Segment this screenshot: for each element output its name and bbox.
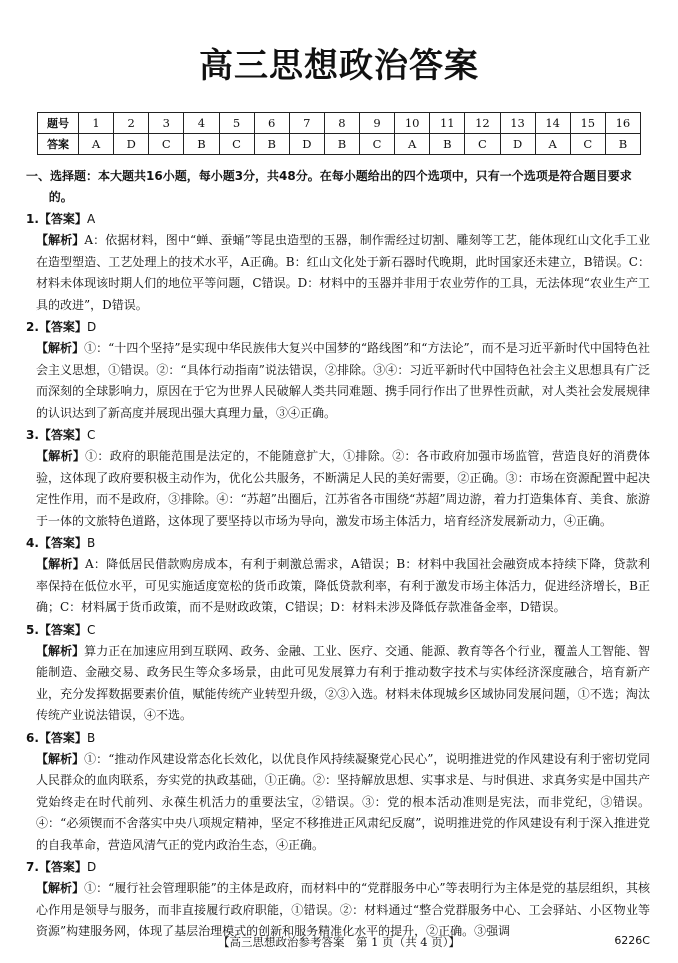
explanation-tag: 【解析】 <box>36 643 85 658</box>
question-number-cell: 7 <box>289 113 324 134</box>
question-number: 1. <box>26 212 39 226</box>
answer-cell: B <box>430 134 465 155</box>
question-number-cell: 16 <box>605 113 640 134</box>
question-item <box>26 209 650 316</box>
explanation-text: ①：政府的职能范围是法定的，不能随意扩大，①排除。②：各市政府加强市场监管，营造良好的消费体验，这体现了政府要积极主动作为，优化公共服务，不断满足人民的美好需要，②正确。③：市场在资源配置中起决定性作用，而不是政府，③排除。④：“苏超”出圈后，江苏省各市围绕“苏超”周边游，着力打造集体育、美食、旅游于一体的文旅特色道路，这体现了要坚持以市场为导向，激发市场主体活力，培育经济发展新动力，④正确。 <box>36 449 650 528</box>
answer-line <box>26 317 650 338</box>
explanation <box>26 749 650 857</box>
question-item <box>26 533 650 619</box>
explanation <box>26 554 650 619</box>
question-item <box>26 317 650 424</box>
answer-table <box>37 112 641 155</box>
answer-cell: C <box>360 134 395 155</box>
answer-tag: 【答案】 <box>38 320 87 334</box>
question-number-cell: 9 <box>360 113 395 134</box>
answer-cell: B <box>324 134 359 155</box>
answer-cell: B <box>184 134 219 155</box>
answer-cell: D <box>289 134 324 155</box>
explanation-tag: 【解析】 <box>36 557 85 571</box>
question-item <box>26 728 650 857</box>
answer-value: C <box>86 428 96 442</box>
answer-cell: C <box>219 134 254 155</box>
answer-tag: 【答案】 <box>38 622 87 637</box>
answer-line <box>26 425 650 446</box>
question-item <box>26 857 650 943</box>
answer-line <box>26 728 650 749</box>
explanation-text: ①：“推动作风建设常态化长效化，以优良作风持续凝聚党心民心”，说明推进党的作风建设有利于密切党同人民群众的血肉联系，夯实党的执政基础，①正确。②：坚持解放思想、实事求是、与时俱进、求真务实是中国共产党始终走在时代前列、永葆生机活力的重要法宝，②错误。③：党的根本活动准则是宪法，而非党纪，③错误。④：“必须锲而不舍落实中央八项规定精神，坚定不移推进正风肃纪反腐”，说明推进党的作风建设有利于深入推进党的自我革命，营造风清气正的党内政治生态，④正确。 <box>36 751 650 852</box>
explanation-text: A：降低居民借款购房成本，有利于刺激总需求，A错误；B：材料中我国社会融资成本持续下降，贷款利率保持在低位水平，可见实施适度宽松的货币政策，降低贷款利率，有利于激发市场主体活力，促进经济增长，B正确；C：材料属于货币政策，而不是财政政策，C错误；D：材料未涉及降低存款准备金率，D错误。 <box>36 557 650 614</box>
explanation-tag: 【解析】 <box>36 233 85 247</box>
question-number: 5. <box>26 622 39 637</box>
answer-value: A <box>86 212 96 226</box>
question-number-cell: 2 <box>114 113 149 134</box>
question-number-cell: 8 <box>324 113 359 134</box>
answer-table-number-row <box>38 113 641 134</box>
question-number: 4. <box>26 536 39 550</box>
question-number-cell: 14 <box>535 113 570 134</box>
answer-explanations <box>26 166 650 944</box>
footer-page-label: 【高三思想政治参考答案 第 1 页（共 4 页）】 <box>217 935 460 949</box>
answer-tag: 【答案】 <box>38 730 87 745</box>
answer-cell: D <box>500 134 535 155</box>
explanation-tag: 【解析】 <box>36 341 85 355</box>
section-heading: 一、选择题：本大题共16小题，每小题3分，共48分。在每小题给出的四个选项中，只有一个选项是符合题目要求的。 <box>26 169 632 204</box>
question-number-cell: 5 <box>219 113 254 134</box>
question-number-cell: 3 <box>149 113 184 134</box>
explanation <box>26 446 650 532</box>
explanation-text: ①：“履行社会管理职能”的主体是政府，而材料中的“党群服务中心”等表明行为主体是党的基层组织，其核心作用是领导与服务，而非直接履行政府职能，①错误。②：材料通过“整合党群服务中心、工会驿站、小区物业等资源”构建服务网，体现了基层治理模式的创新和服务精准化水平的提升，②正确。③强调 <box>36 881 650 938</box>
answer-tag: 【答案】 <box>38 536 87 550</box>
question-number-cell: 10 <box>395 113 430 134</box>
question-list <box>26 209 650 943</box>
page-footer <box>0 934 678 954</box>
explanation <box>26 641 650 727</box>
question-number-cell: 15 <box>570 113 605 134</box>
answer-value: D <box>86 320 97 334</box>
question-item <box>26 620 650 727</box>
answer-tag: 【答案】 <box>38 212 87 226</box>
explanation <box>26 338 650 424</box>
answer-tag: 【答案】 <box>38 428 87 442</box>
explanation-text: ①：“十四个坚持”是实现中华民族伟大复兴中国梦的“路线图”和“方法论”，而不是习近平新时代中国特色社会主义思想，①错误。②：“具体行动指南”说法错误，②排除。③④：习近平新时代中国特色社会主义思想具有广泛而深刻的全球影响力，原因在于它为世界人民破解人类共同难题、携手同行作出了世界性贡献，对人类社会发展规律的认识达到了新高度并展现出强大真理力量，③④正确。 <box>36 341 650 420</box>
question-number: 7. <box>26 860 39 874</box>
answer-line <box>26 857 650 878</box>
row-label-answer: 答案 <box>38 134 79 155</box>
answer-value: C <box>86 622 96 637</box>
answer-cell: C <box>570 134 605 155</box>
answer-table-answer-row <box>38 134 641 155</box>
answer-cell: C <box>465 134 500 155</box>
row-label-number: 题号 <box>38 113 79 134</box>
explanation-text: A：依据材料，图中“蝉、蚕蛹”等昆虫造型的玉器，制作需经过切割、雕刻等工艺，能体现红山文化手工业在造型塑造、工艺处理上的技术水平，A正确。B：红山文化处于新石器时代晚期，此时国家还未建立，B错误。C：材料未体现该时期人们的地位平等问题，C错误。D：材料中的玉器并非用于农业劳作的工具，无法体现“农业生产工具的改进”，D错误。 <box>36 233 650 312</box>
answer-value: B <box>86 730 96 745</box>
explanation <box>26 878 650 943</box>
answer-cell: C <box>149 134 184 155</box>
explanation-tag: 【解析】 <box>36 449 86 463</box>
page-title: 高三思想政治答案 <box>199 46 479 86</box>
footer-code: 6226C <box>614 934 650 947</box>
question-number-cell: 12 <box>465 113 500 134</box>
answer-value: B <box>86 536 96 550</box>
answer-line <box>26 620 650 641</box>
answer-cell: A <box>535 134 570 155</box>
explanation-tag: 【解析】 <box>36 881 85 895</box>
answer-cell: B <box>254 134 289 155</box>
answer-line <box>26 533 650 554</box>
question-number-cell: 6 <box>254 113 289 134</box>
question-number-cell: 4 <box>184 113 219 134</box>
explanation-tag: 【解析】 <box>36 751 85 766</box>
explanation <box>26 230 650 316</box>
question-number-cell: 13 <box>500 113 535 134</box>
answer-cell: A <box>395 134 430 155</box>
answer-value: D <box>86 860 97 874</box>
question-number: 6. <box>26 730 39 745</box>
question-item <box>26 425 650 532</box>
question-number-cell: 1 <box>79 113 114 134</box>
answer-cell: A <box>79 134 114 155</box>
answer-tag: 【答案】 <box>38 860 87 874</box>
answer-line <box>26 209 650 230</box>
question-number-cell: 11 <box>430 113 465 134</box>
explanation-text: 算力正在加速应用到互联网、政务、金融、工业、医疗、交通、能源、教育等各个行业，覆盖人工智能、智能制造、金融交易、政务民生等众多场景，由此可见发展算力有利于推动数字技术与实体经济深度融合，培育新产业，充分发挥数据要素价值，赋能传统产业转型升级，②③入选。材料未体现城乡区域协同发展问题，①不选；淘汰传统产业说法错误，④不选。 <box>36 643 650 722</box>
question-number: 2. <box>26 320 39 334</box>
answer-cell: B <box>605 134 640 155</box>
answer-cell: D <box>114 134 149 155</box>
question-number: 3. <box>26 428 39 442</box>
